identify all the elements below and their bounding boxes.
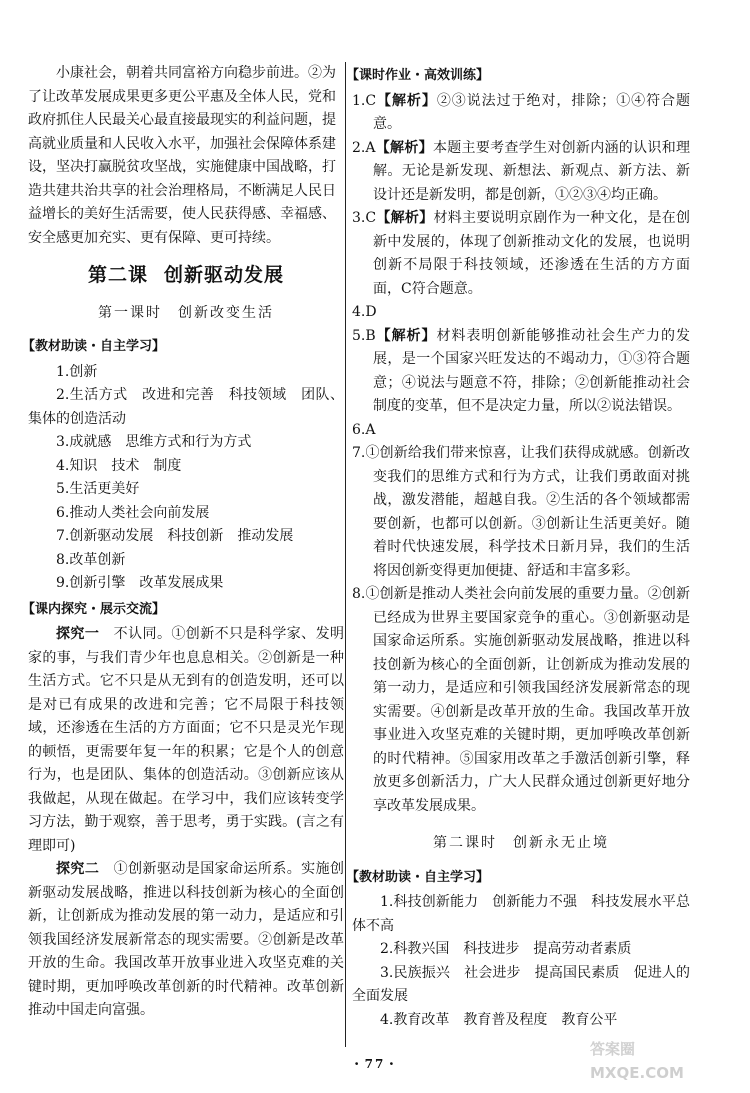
answer-number: 3.C (352, 210, 377, 226)
list-item: 4.知识 技术 制度 (56, 457, 182, 474)
left-column (22, 62, 345, 1023)
list-item: 2.科教兴国 科技进步 提高劳动者素质 (380, 941, 632, 957)
list-item: 9.创新引擎 改革发展成果 (56, 575, 224, 591)
explore-2 (28, 858, 344, 1023)
answer-4 (352, 301, 690, 325)
answer-2 (352, 137, 690, 208)
page-number: ・77・ (350, 1057, 400, 1071)
answer-text: ②③说法过于绝对，排除；①④符合题意。 (373, 92, 691, 132)
section-header-homework: 【课时作业・高效训练】 (346, 68, 490, 83)
subtitle-period-1 (28, 302, 344, 326)
list-item: 7.创新驱动发展 科技创新 推动发展 (56, 528, 294, 544)
answer-text: 材料主要说明京剧作为一种文化，是在创新中发展的，体现了创新推动文化的发展，也说明创新不局限于科技领域，还渗透在生活的方方面面，C符合题意。 (373, 210, 691, 297)
explore-1-text: 不认同。①创新不只是科学家、发明家的事，与我们青少年也息息相关。②创新是一种生活方式。它不只是从无到有的创造发明，还可以是对已有成果的改进和完善；它不局限于科技领域，还渗透在生活的方方面面；它不只是灵光乍现的顿悟，更需要年复一年的积累；它是个人的创意行为，也是团队、集体的创造活动。③创新应该从我做起，从现在做起。在学习中，我们应该转变学习方法，勤于观察，善于思考，勇于实践。(言之有理即可) (28, 626, 345, 854)
watermark-logo (580, 1030, 730, 1090)
answer-number: 4.D (352, 304, 377, 320)
period-number: 第一课时 (98, 304, 162, 321)
analysis-tag: 【解析】 (376, 210, 434, 226)
section-header-explore: 【课内探究・展示交流】 (22, 601, 166, 617)
answer-5 (352, 325, 690, 419)
list-item: 1.创新 (56, 363, 98, 380)
explore-1-label: 探究一 (56, 626, 100, 642)
column-divider (345, 62, 346, 1047)
list-item: 8.改革创新 (56, 551, 126, 568)
analysis-tag: 【解析】 (375, 327, 437, 344)
analysis-tag: 【解析】 (376, 92, 437, 109)
answer-7: 7.①创新给我们带来惊喜，让我们获得成就感。创新改变我们的思维方式和行为方式，让我们勇敢面对挑战，激发潜能，超越自我。②生活的各个领域都需要创新，也都可以创新。③创新让生活更美好。随着时代快速发展，科学技术日新月异，我们的生活将因创新变得更加便捷、舒适和丰富多彩。 (352, 445, 690, 579)
explore-2-label: 探究二 (56, 861, 100, 877)
answer-number: 2.A (352, 139, 376, 156)
answer-text: 材料表明创新能够推动社会生产力的发展，是一个国家兴旺发达的不竭动力，①③符合题意；④说法与题意不符，排除；②创新能推动社会制度的变革，但不是决定力量，所以②说法错误。 (373, 327, 690, 414)
period-name: 创新改变生活 (178, 304, 274, 321)
section-header-textbook-2: 【教材助读・自主学习】 (346, 869, 490, 885)
section-header-textbook: 【教材助读・自主学习】 (22, 339, 166, 354)
intro-paragraph: 小康社会，朝着共同富裕方向稳步前进。②为了让改革发展成果更多更公平惠及全体人民，党和政府抓住人民最关心最直接最现实的利益问题，提高就业质量和人民收入水平，加强社会保障体系建设，坚决打赢脱贫攻坚战，实施健康中国战略，打造共建共治共享的社会治理格局，不断满足人民日益增长的美好生活需要，使人民获得感、幸福感、安全感更加充实、更有保障、更可持续。 (28, 65, 336, 246)
textbook-answer-list-2 (352, 891, 690, 1032)
explore-2-text: ①创新驱动是国家命运所系。实施创新驱动发展战略，推进以科技创新为核心的全面创新，让创新成为推动发展的第一动力，是适应和引领我国经济发展新常态的现实需要。②创新是改革开放的生命。我国改革开放事业进入攻坚克难的关键时期，更加呼唤改革创新的时代精神。改革创新推动中国走向富强。 (28, 861, 345, 1018)
watermark-line1: 答案圈 (590, 1040, 636, 1058)
list-item: 2.生活方式 改进和完善 科技领域 团队、集体的创造活动 (28, 387, 344, 427)
explore-1 (28, 623, 344, 858)
right-column (346, 62, 691, 1032)
list-item: 4.教育改革 教育普及程度 教育公平 (380, 1011, 618, 1028)
answer-number: 5.B (352, 327, 376, 344)
answer-number: 1.C (352, 92, 377, 109)
lesson-title (28, 264, 344, 288)
answer-3 (352, 207, 690, 301)
answer-text: 本题主要考查学生对创新内涵的认识和理解。无论是新发现、新想法、新观点、新方法、新设计还是新发明，都是创新，①②③④均正确。 (373, 139, 690, 203)
analysis-tag: 【解析】 (375, 139, 433, 156)
list-item: 3.民族振兴 社会进步 提高国民素质 促进人的全面发展 (352, 964, 690, 1004)
textbook-answer-list (28, 361, 344, 596)
watermark-line2: MXQE.COM (590, 1064, 684, 1082)
lesson-name: 创新驱动发展 (164, 264, 285, 286)
answer-6 (352, 419, 690, 443)
answer-1 (352, 90, 690, 137)
list-item: 3.成就感 思维方式和行为方式 (56, 434, 252, 450)
list-item: 1.科技创新能力 创新能力不强 科技发展水平总体不高 (352, 894, 690, 934)
period-number: 第二课时 (433, 835, 497, 851)
answer-8: 8.①创新是推动人类社会向前发展的重要力量。②创新已经成为世界主要国家竞争的重心。③创新驱动是国家命运所系。实施创新驱动发展战略，推进以科技创新为核心的全面创新，让创新成为推动发展的第一动力，是适应和引领我国经济发展新常态的现实需要。④创新是改革开放的生命。我国改革开放事业进入攻坚克难的关键时期，更加呼唤改革创新的时代精神。⑤国家用改革之手激活创新引擎，释放更多创新活力，广大人民群众通过创新更好地分享改革发展成果。 (352, 586, 690, 814)
subtitle-period-2 (352, 832, 690, 856)
list-item: 6.推动人类社会向前发展 (56, 504, 210, 521)
period-name: 创新永无止境 (513, 835, 609, 851)
lesson-number: 第二课 (87, 264, 148, 286)
answer-number: 6.A (352, 421, 376, 438)
list-item: 5.生活更美好 (56, 481, 140, 497)
